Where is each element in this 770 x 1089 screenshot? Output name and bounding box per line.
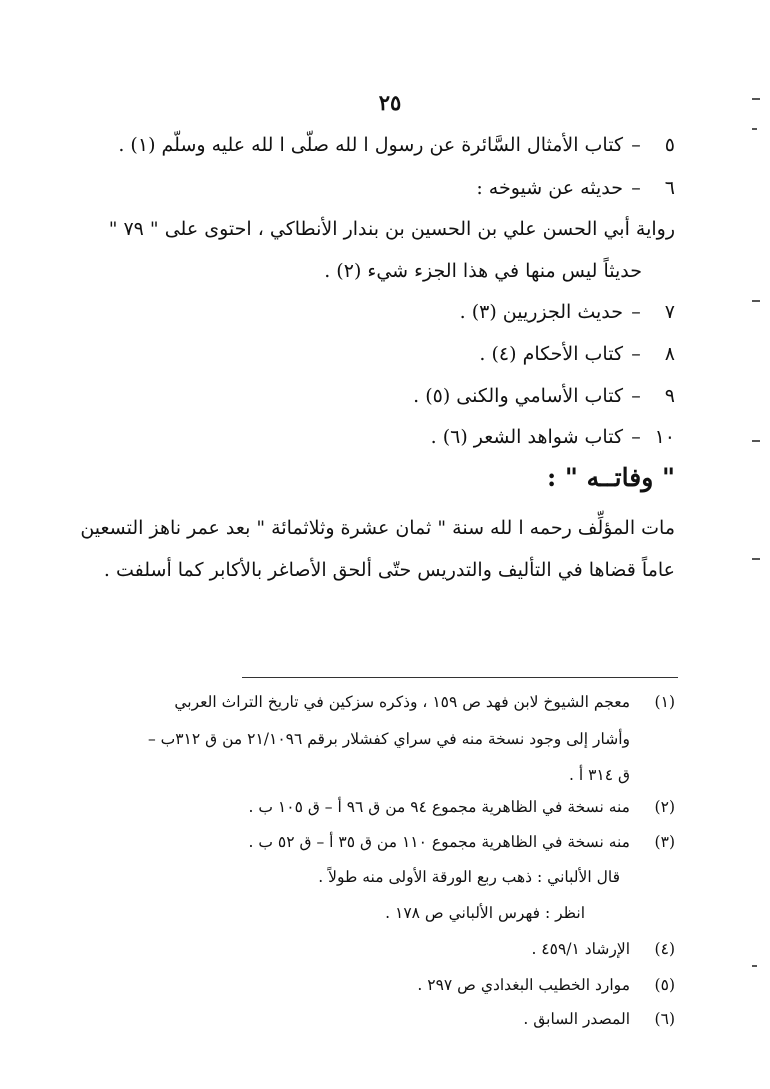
page-number: ٢٥ <box>378 90 402 115</box>
footnote-line: ق ٣١٤ أ . <box>568 766 630 784</box>
section-heading: " وفاتــه " : <box>546 463 675 492</box>
footnote-line: وأشار إلى وجود نسخة منه في سراي كفشلار برقم ٢١/١٠٩٦ من ق ٣١٢ب – <box>147 730 630 748</box>
footnote-line: المصدر السابق . <box>523 1010 630 1028</box>
margin-mark <box>752 300 760 302</box>
dash: – <box>631 343 641 365</box>
item-text: كتاب الأمثال السَّائرة عن رسول ا لله صلّى ا لله عليه وسلّم (١) . <box>118 134 623 156</box>
dash: – <box>631 385 641 407</box>
footnote-number: (٣) <box>654 833 675 851</box>
list-item <box>115 381 675 411</box>
item-text: كتاب الأسامي والكنى (٥) . <box>413 385 623 407</box>
dash: – <box>631 177 641 199</box>
footnote-line: منه نسخة في الظاهرية مجموع ٩٤ من ق ٩٦ أ – ق ١٠٥ ب . <box>248 798 630 816</box>
footnote-number: (١) <box>654 693 675 711</box>
margin-mark <box>752 128 757 130</box>
list-item <box>115 422 675 452</box>
item-text: حديثه عن شيوخه : <box>476 177 623 199</box>
footnote-number: (٥) <box>654 976 675 994</box>
margin-mark <box>752 440 760 442</box>
item6-sub-line: رواية أبي الحسن علي بن الحسين بن بندار الأنطاكي ، احتوى على " ٧٩ " <box>108 218 675 240</box>
item-text: كتاب الأحكام (٤) . <box>479 343 623 365</box>
margin-mark <box>752 558 760 560</box>
item-number: ٩ <box>664 385 675 407</box>
dash: – <box>631 426 641 448</box>
margin-mark <box>752 98 760 100</box>
footnote-line: الإرشاد ٤٥٩/١ . <box>531 940 630 958</box>
footnote-number: (٤) <box>654 940 675 958</box>
dash: – <box>631 301 641 323</box>
footnote-line: منه نسخة في الظاهرية مجموع ١١٠ من ق ٣٥ أ – ق ٥٢ ب . <box>248 833 630 851</box>
footnote-line: قال الألباني : ذهب ربع الورقة الأولى منه طولاً . <box>318 868 620 886</box>
item-number: ٦ <box>664 177 675 199</box>
footnote-line: موارد الخطيب البغدادي ص ٢٩٧ . <box>417 976 630 994</box>
paragraph-line: مات المؤلِّف رحمه ا لله سنة " ثمان عشرة وثلاثمائة " بعد عمر ناهز التسعين <box>80 517 675 539</box>
item-text: كتاب شواهد الشعر (٦) . <box>430 426 623 448</box>
item-number: ١٠ <box>654 426 675 448</box>
dash: – <box>631 134 641 156</box>
footnote-line: انظر : فهرس الألباني ص ١٧٨ . <box>385 904 585 922</box>
paragraph-line: عاماً قضاها في التأليف والتدريس حتّى ألحق الأصاغر بالأكابر كما أسلفت . <box>103 559 675 581</box>
item-number: ٨ <box>664 343 675 365</box>
footnote-number: (٢) <box>654 798 675 816</box>
margin-mark <box>752 965 757 967</box>
item-text: حديث الجزريين (٣) . <box>459 301 623 323</box>
list-item <box>115 297 675 327</box>
item6-sub-line: حديثاً ليس منها في هذا الجزء شيء (٢) . <box>324 260 642 282</box>
footnote-divider <box>242 677 678 678</box>
footnote-number: (٦) <box>654 1010 675 1028</box>
footnote-line: معجم الشيوخ لابن فهد ص ١٥٩ ، وذكره سزكين في تاريخ التراث العربي <box>174 693 630 711</box>
item-number: ٥ <box>664 134 675 156</box>
item-number: ٧ <box>664 301 675 323</box>
list-item <box>115 173 675 203</box>
list-item <box>115 130 675 160</box>
list-item <box>115 339 675 369</box>
